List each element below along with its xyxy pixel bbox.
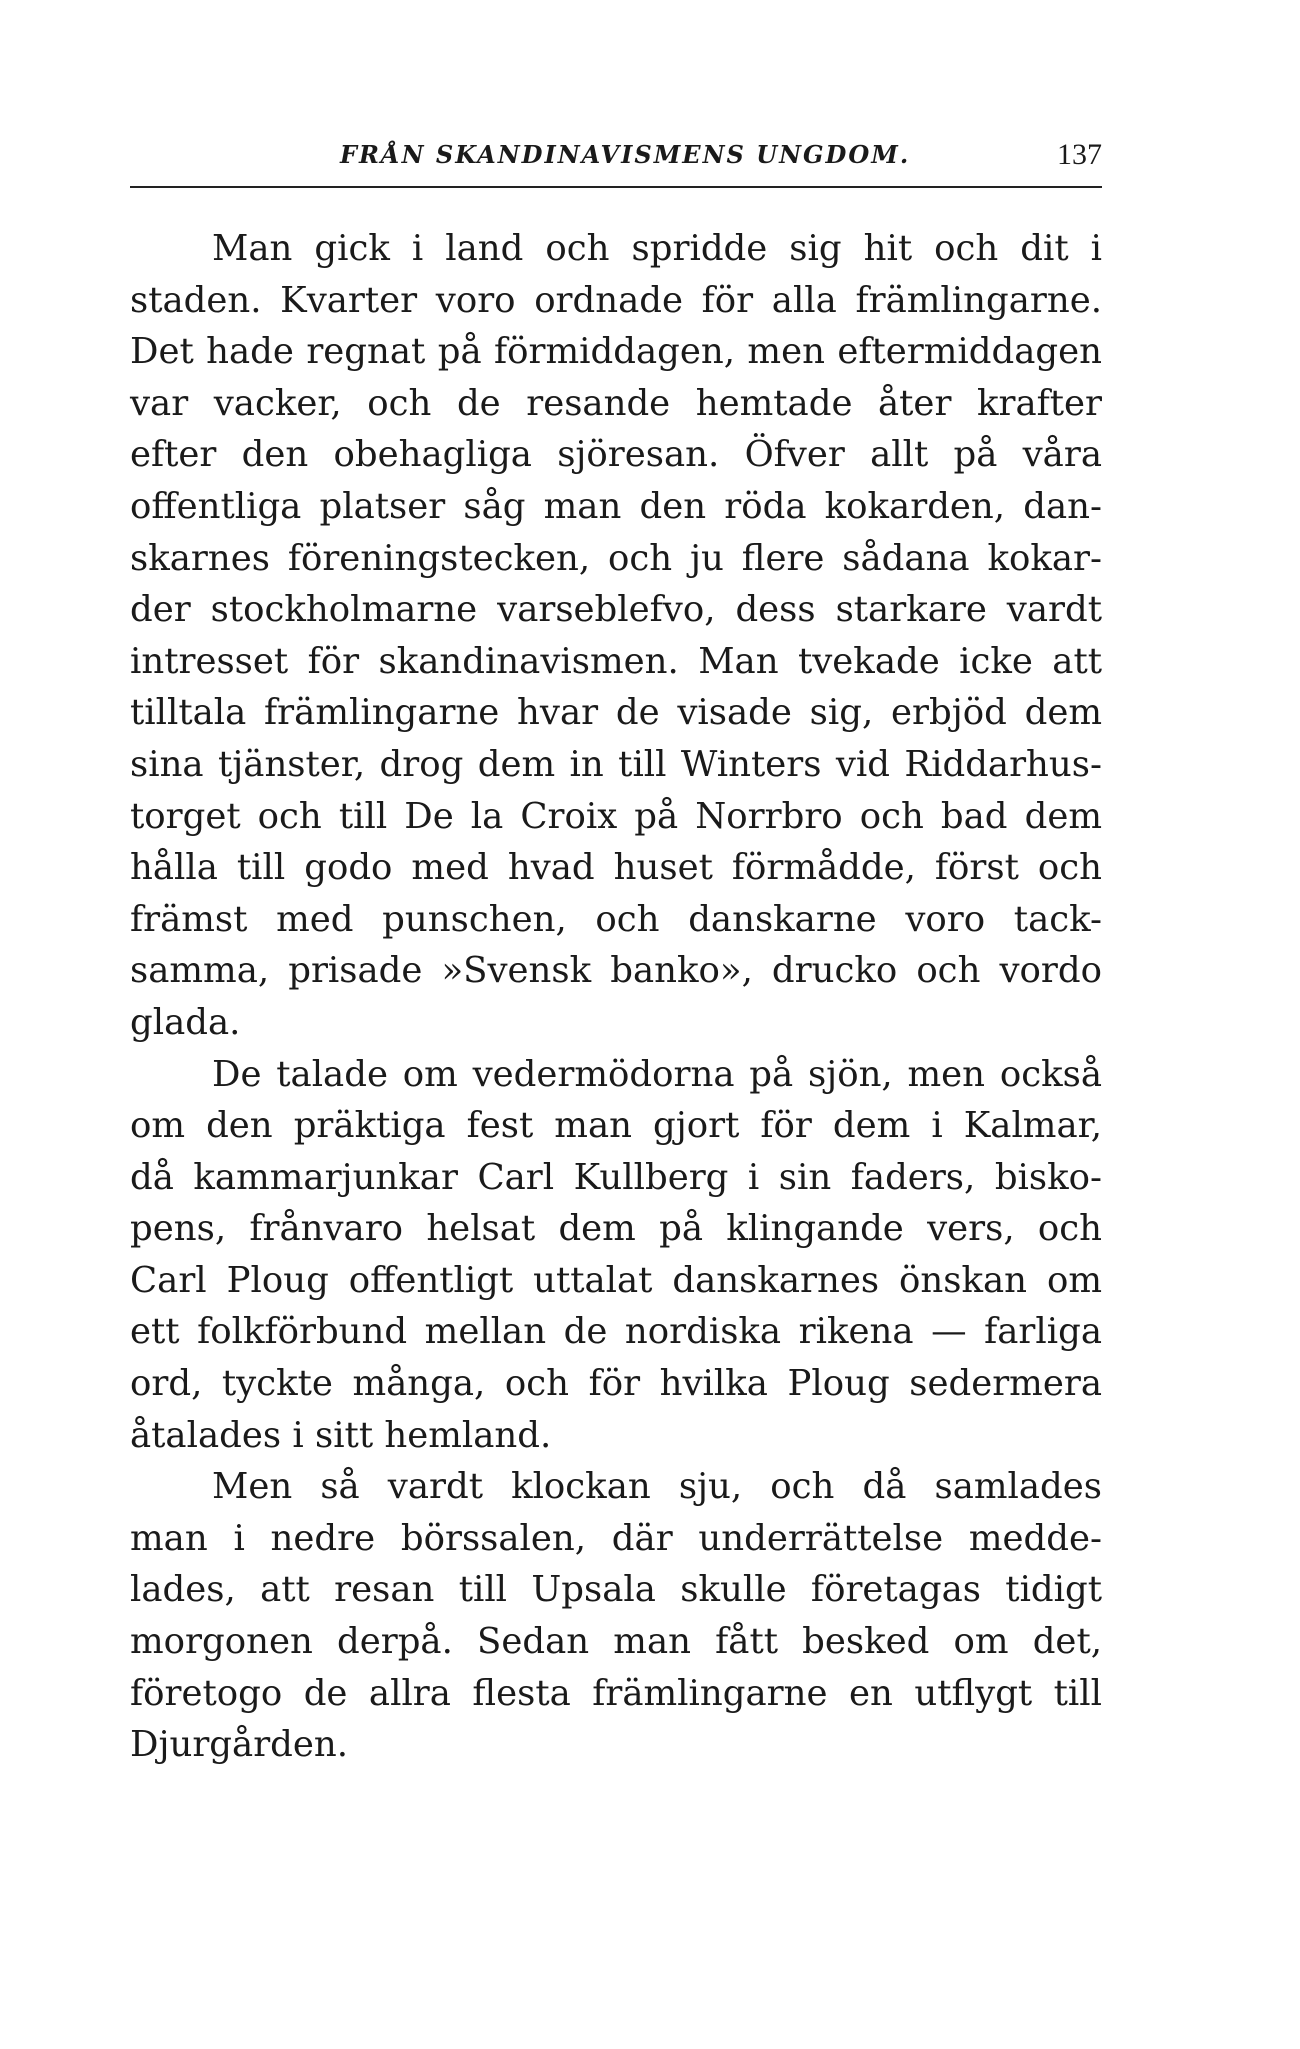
text-line: ord, tyckte många, och för hvilka Ploug sedermera (130, 1363, 1102, 1405)
text-line: skarnes föreningstecken, och ju flere sådana kokar- (130, 537, 1102, 579)
text-line: Djurgården. (130, 1724, 349, 1766)
paragraph (130, 223, 1102, 1049)
text-line: Det hade regnat på förmiddagen, men eftermiddagen (130, 331, 1102, 373)
text-line: intresset för skandinavismen. Man tvekade icke att (130, 640, 1102, 682)
text-line: der stockholmarne varseblefvo, dess starkare vardt (130, 589, 1102, 631)
body-text (130, 223, 1102, 1771)
text-line: tilltala främlingarne hvar de visade sig, erbjöd dem (130, 692, 1102, 734)
text-line: främst med punschen, och danskarne voro tack- (130, 898, 1102, 940)
text-line: morgonen derpå. Sedan man fått besked om det, (130, 1621, 1102, 1663)
text-line: ett folkförbund mellan de nordiska rikena — farliga (130, 1311, 1102, 1353)
text-line: Man gick i land och spridde sig hit och dit i (212, 228, 1102, 269)
book-page (130, 128, 1102, 1766)
text-line: åtalades i sitt hemland. (130, 1414, 552, 1456)
text-line: offentliga platser såg man den röda kokarden, dan- (130, 485, 1102, 527)
paragraph (130, 1461, 1102, 1771)
running-head (130, 128, 1102, 180)
text-line: då kammarjunkar Carl Kullberg i sin faders, bisko- (130, 1156, 1102, 1198)
text-line: pens, frånvaro helsat dem på klingande vers, och (130, 1208, 1102, 1250)
paragraph (130, 1049, 1102, 1462)
text-line: hålla till godo med hvad huset förmådde, först och (130, 847, 1102, 889)
text-line: De talade om vedermödorna på sjön, men också (212, 1053, 1102, 1095)
header-rule (130, 186, 1102, 188)
page-number: 137 (1057, 138, 1102, 171)
text-line: man i nedre börssalen, där underrättelse medde- (130, 1517, 1102, 1559)
text-line: samma, prisade »Svensk banko», drucko och vordo (130, 950, 1102, 992)
text-line: företogo de allra flesta främlingarne en utflygt till (130, 1672, 1102, 1714)
running-title: FRÅN SKANDINAVISMENS UNGDOM. (340, 140, 911, 169)
text-line: Carl Ploug offentligt uttalat danskarnes önskan om (130, 1259, 1102, 1301)
text-line: torget och till De la Croix på Norrbro och bad dem (130, 795, 1102, 837)
text-line: var vacker, och de resande hemtade åter krafter (130, 382, 1102, 424)
text-line: Men så vardt klockan sju, och då samlades (212, 1466, 1102, 1508)
text-line: sina tjänster, drog dem in till Winters vid Riddarhus- (130, 743, 1102, 785)
text-line: om den präktiga fest man gjort för dem i Kalmar, (130, 1105, 1102, 1147)
text-line: lades, att resan till Upsala skulle företagas tidigt (130, 1569, 1102, 1611)
text-line: staden. Kvarter voro ordnade för alla främlingarne. (130, 279, 1102, 321)
text-line: efter den obehagliga sjöresan. Öfver allt på våra (130, 434, 1102, 476)
text-line: glada. (130, 1001, 241, 1043)
